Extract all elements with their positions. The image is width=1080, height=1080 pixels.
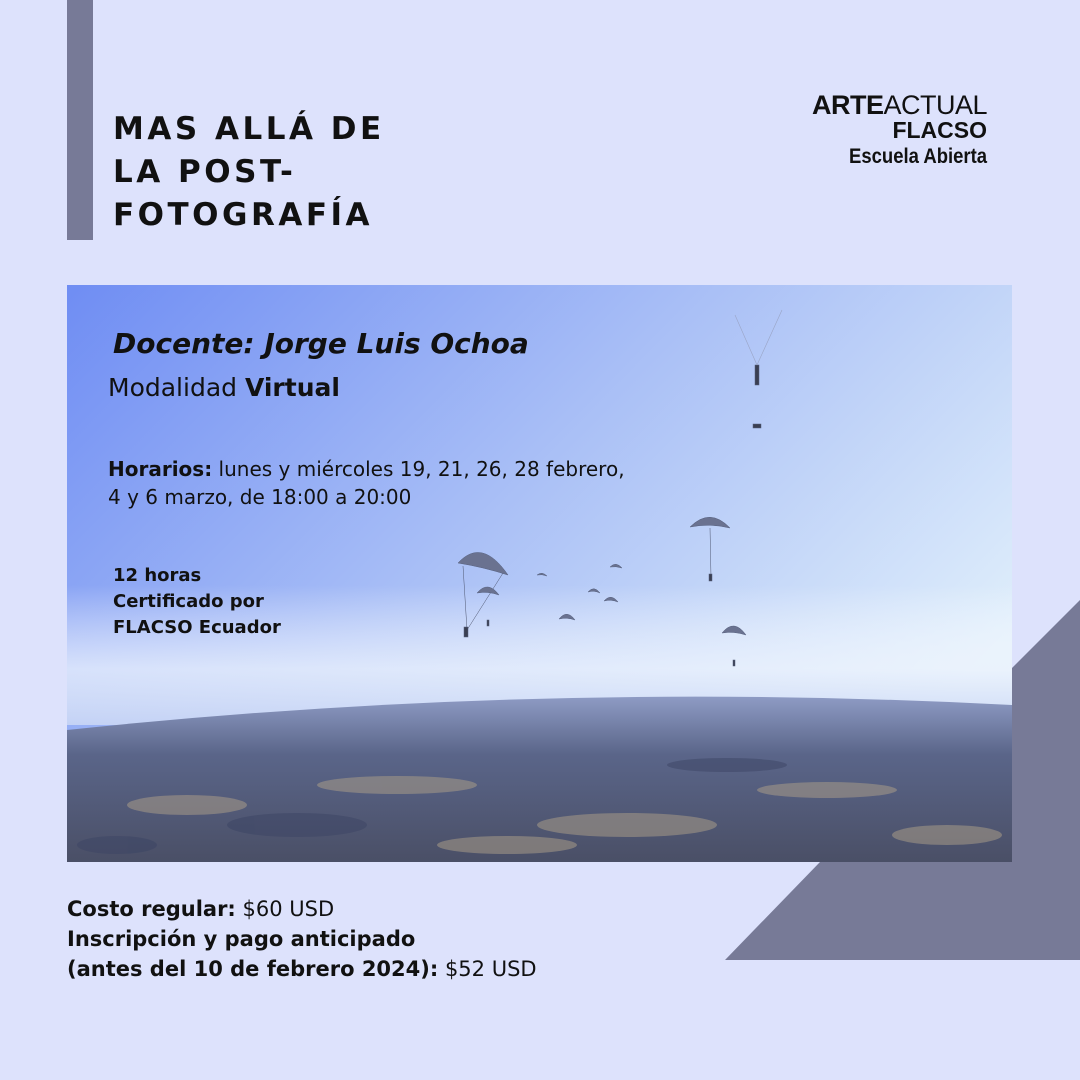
logo-arte: ARTE [811,90,884,120]
certificate-line-1: Certificado por [113,591,264,612]
regular-cost-value: $60 USD [235,897,335,921]
early-cost-label-line-2: (antes del 10 de febrero 2024): [67,957,439,981]
title-line-1: MAS ALLÁ DE [113,111,385,147]
logo-flacso: FLACSO [892,117,987,143]
left-accent-bar [67,0,93,240]
title-line-3: FOTOGRAFÍA [113,197,374,233]
early-cost [67,954,537,984]
early-cost-value: $52 USD [438,957,537,981]
logo-escuela-abierta: Escuela Abierta [849,145,987,168]
teacher-name: Docente: Jorge Luis Ochoa [113,327,529,360]
early-cost-label-line-1: Inscripción y pago anticipado [67,927,416,951]
modality-value: Virtual [244,373,340,402]
title-line-2: LA POST- [113,154,297,190]
modality-label: Modalidad [108,373,245,402]
hours-certificate [113,563,281,641]
decorative-triangle-bottom [725,862,1080,960]
schedule-label: Horarios: [108,457,213,481]
logo-actual: ACTUAL [883,90,987,120]
schedule [108,455,628,511]
cost-info [67,894,537,984]
arteactual-flacso-logo [812,90,987,174]
regular-cost-label: Costo regular: [67,897,236,921]
decorative-triangle-right [1010,600,1080,880]
modality [108,373,340,402]
page-title [113,108,443,237]
regular-cost [67,894,537,924]
schedule-value: lunes y miércoles 19, 21, 26, 28 febrero, 4 y 6 marzo, de 18:00 a 20:00 [108,457,625,509]
certificate-line-2: FLACSO Ecuador [113,617,281,638]
hours: 12 horas [113,565,202,586]
